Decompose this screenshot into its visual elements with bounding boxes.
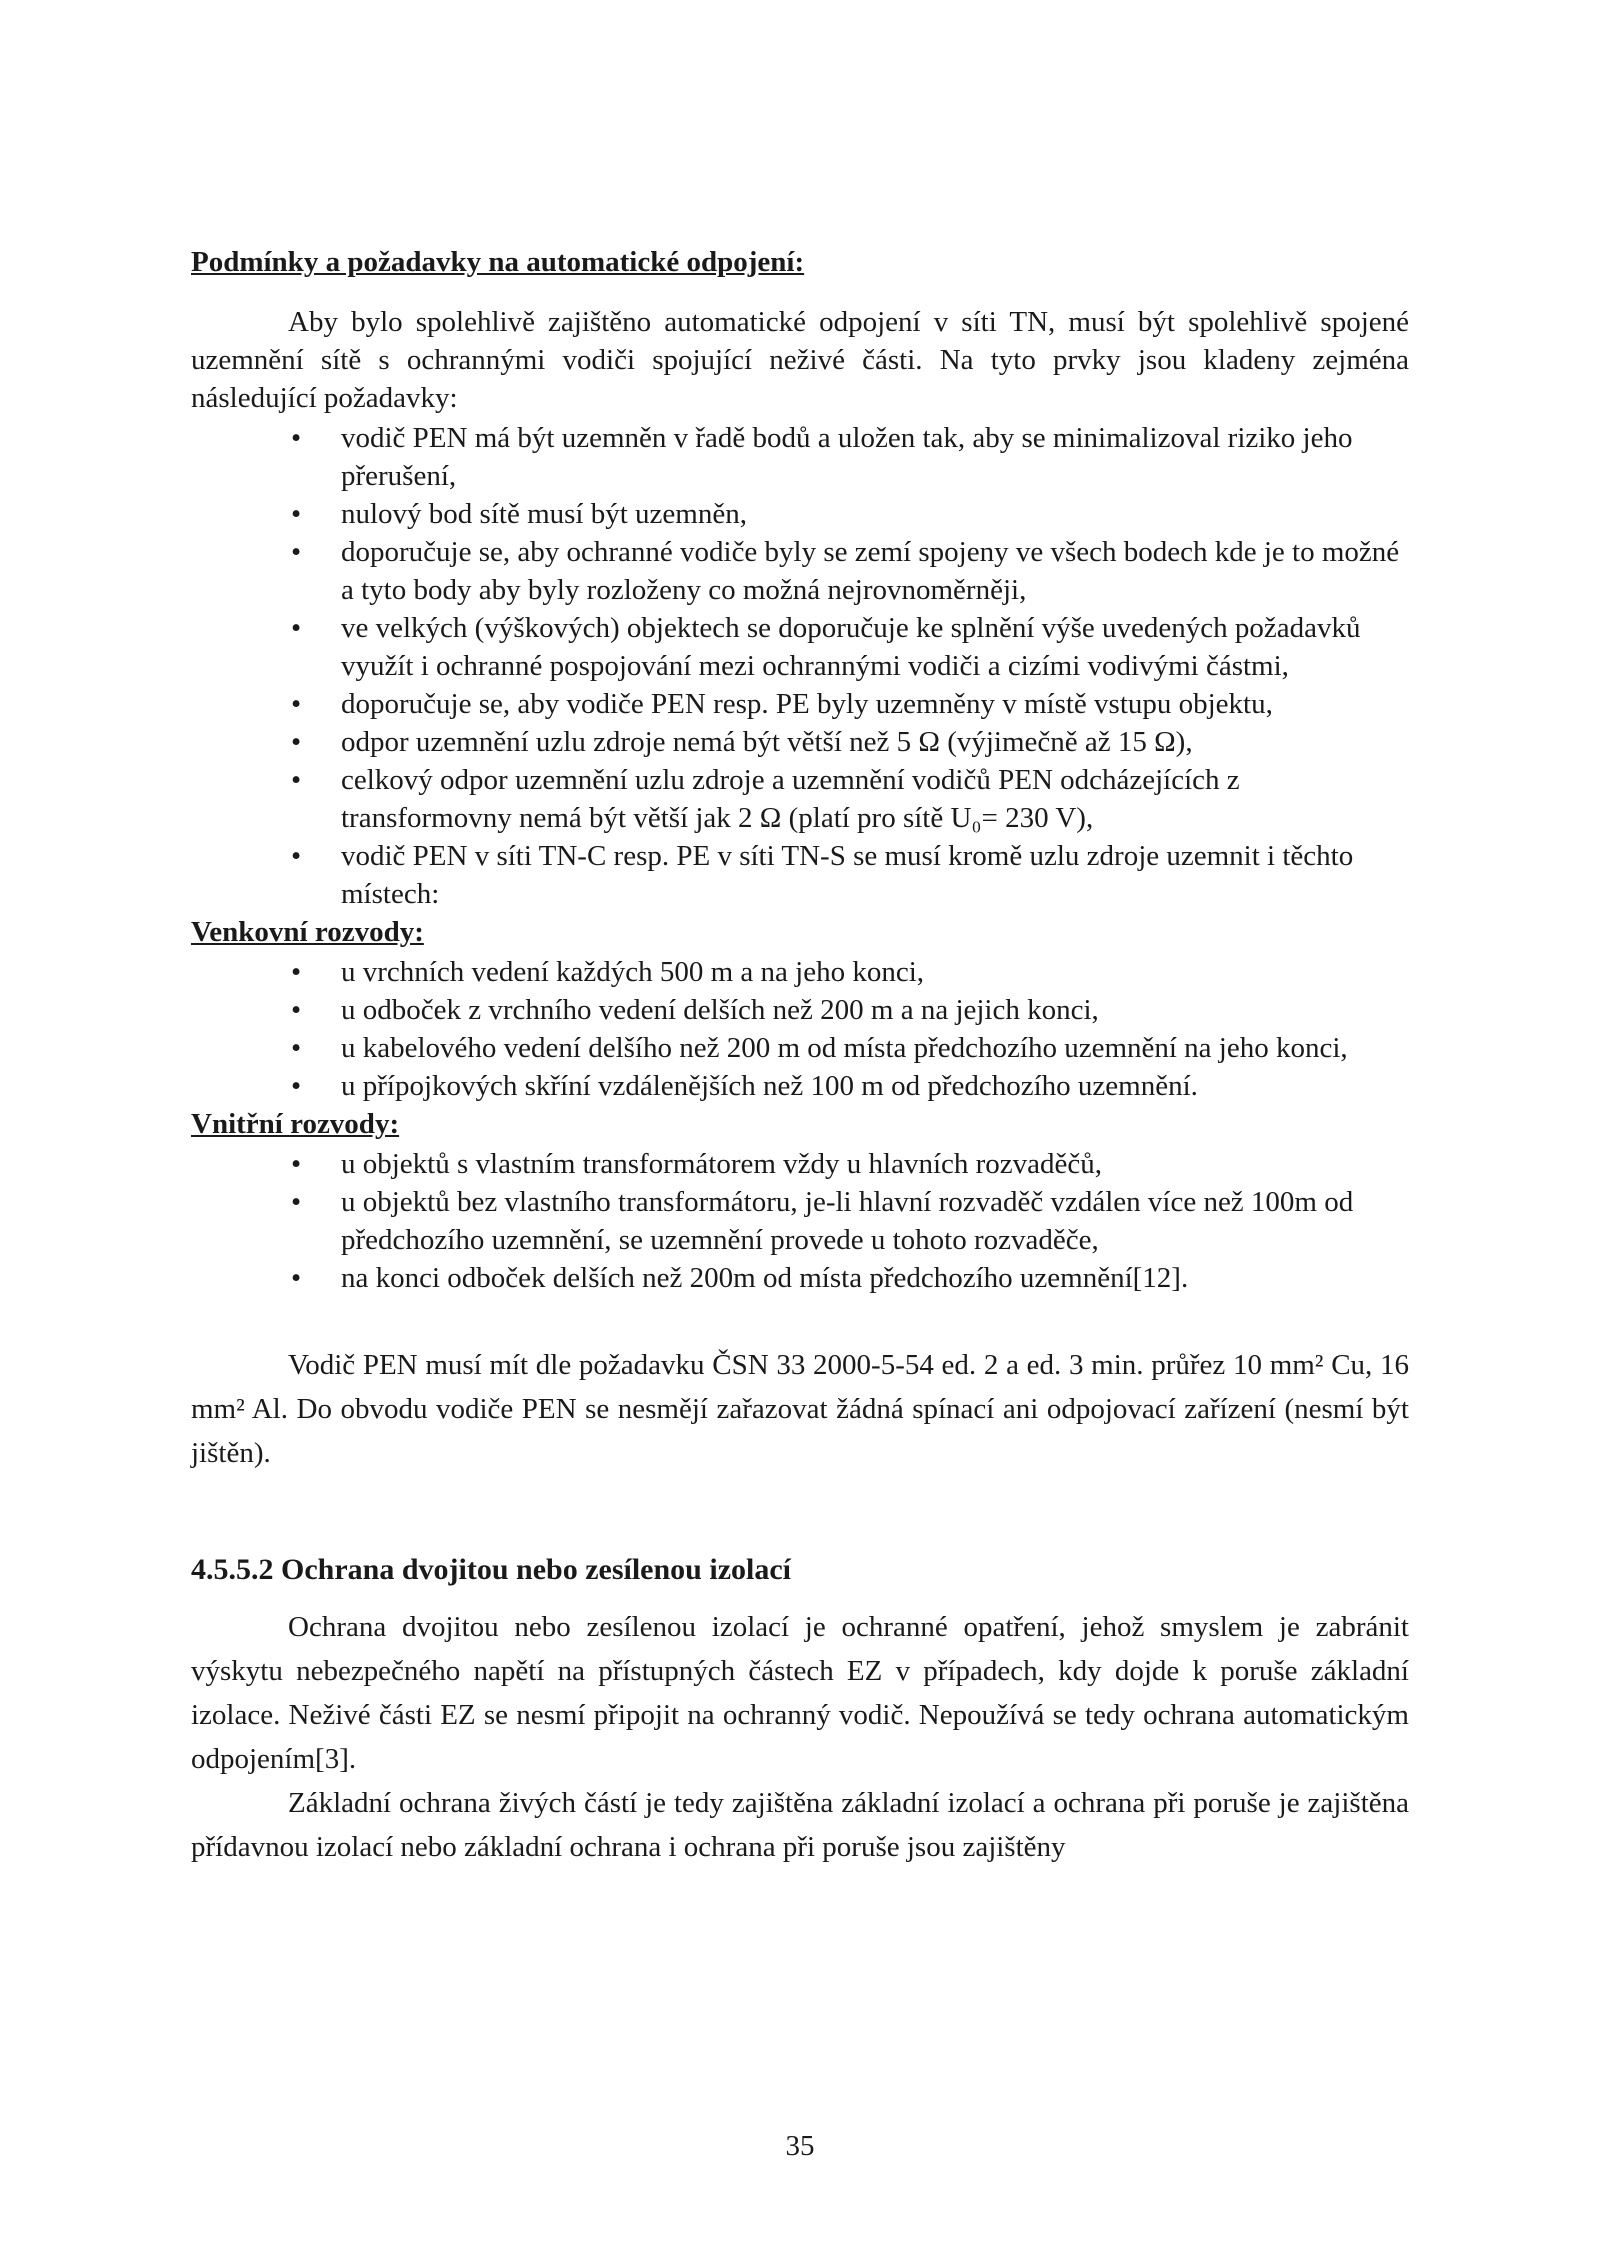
- list-item: • ve velkých (výškových) objektech se doporučuje ke splnění výše uvedených požadavků využít i ochranné pospojování mezi ochrannými vodiči a cizími vodivými částmi,: [191, 609, 1409, 685]
- list-item: • u objektů bez vlastního transformátoru, je-li hlavní rozvaděč vzdálen více než 100m od předchozího uzemnění, se uzemnění provede u tohoto rozvaděče,: [191, 1183, 1409, 1259]
- outdoor-list: [191, 953, 1409, 1105]
- requirements-list: [191, 419, 1409, 913]
- list-item: • u kabelového vedení delšího než 200 m od místa předchozího uzemnění na jeho konci,: [191, 1029, 1409, 1067]
- list-item: • nulový bod sítě musí být uzemněn,: [191, 495, 1409, 533]
- list-item: • vodič PEN v síti TN-C resp. PE v síti TN-S se musí kromě uzlu zdroje uzemnit i těchto místech:: [191, 837, 1409, 913]
- list-item: • u odboček z vrchního vedení delších než 200 m a na jejich konci,: [191, 991, 1409, 1029]
- list-item: • na konci odboček delších než 200m od místa předchozího uzemnění[12].: [191, 1259, 1409, 1297]
- heading-outdoor-distribution: Venkovní rozvody:: [191, 916, 424, 948]
- list-item: • odpor uzemnění uzlu zdroje nemá být větší než 5 Ω (výjimečně až 15 Ω),: [191, 723, 1409, 761]
- spacer: [191, 1297, 1409, 1343]
- spacer: [191, 1475, 1409, 1551]
- section-paragraph-2: Základní ochrana živých částí je tedy zajištěna základní izolací a ochrana při poruše je zajištěna přídavnou izolací nebo základní ochrana i ochrana při poruše jsou zajištěny: [191, 1787, 1409, 1863]
- list-item: • u přípojkových skříní vzdálenějších než 100 m od předchozího uzemnění.: [191, 1067, 1409, 1105]
- heading-indoor-distribution: Vnitřní rozvody:: [191, 1108, 400, 1140]
- list-item: • doporučuje se, aby ochranné vodiče byly se zemí spojeny ve všech bodech kde je to možné a tyto body aby byly rozloženy co možná nejrovnoměrněji,: [191, 533, 1409, 609]
- page-number: 35: [785, 2130, 815, 2162]
- list-item: • doporučuje se, aby vodiče PEN resp. PE byly uzemněny v místě vstupu objektu,: [191, 685, 1409, 723]
- intro-paragraph: Aby bylo spolehlivě zajištěno automatické odpojení v síti TN, musí být spolehlivě spojené uzemnění sítě s ochrannými vodiči spojující neživé části. Na tyto prvky jsou kladeny zejména následující požadavky:: [191, 306, 1409, 414]
- section-paragraph-1: Ochrana dvojitou nebo zesílenou izolací je ochranné opatření, jehož smyslem je zabránit výskytu nebezpečného napětí na přístupných částech EZ v případech, kdy dojde k poruše základní izolace. Neživé části EZ se nesmí připojit na ochranný vodič. Nepoužívá se tedy ochrana automatickým odpojením[3].: [191, 1611, 1409, 1775]
- page-content: [191, 243, 1409, 1869]
- list-item: • u vrchních vedení každých 500 m a na jeho konci,: [191, 953, 1409, 991]
- list-item: • celkový odpor uzemnění uzlu zdroje a uzemnění vodičů PEN odcházejících z transformovny nemá být větší jak 2 Ω (platí pro sítě U₀= 230 V),: [191, 761, 1409, 837]
- indoor-list: [191, 1145, 1409, 1297]
- heading-automatic-disconnection: Podmínky a požadavky na automatické odpojení:: [191, 246, 805, 278]
- section-title: 4.5.5.2 Ochrana dvojitou nebo zesílenou izolací: [191, 1553, 791, 1586]
- list-item: • vodič PEN má být uzemněn v řadě bodů a uložen tak, aby se minimalizoval riziko jeho přerušení,: [191, 419, 1409, 495]
- pen-conductor-paragraph: Vodič PEN musí mít dle požadavku ČSN 33 2000-5-54 ed. 2 a ed. 3 min. průřez 10 mm² Cu, 16 mm² Al. Do obvodu vodiče PEN se nesmějí zařazovat žádná spínací ani odpojovací zařízení (nesmí být jištěn).: [191, 1349, 1409, 1469]
- list-item: • u objektů s vlastním transformátorem vždy u hlavních rozvaděčů,: [191, 1145, 1409, 1183]
